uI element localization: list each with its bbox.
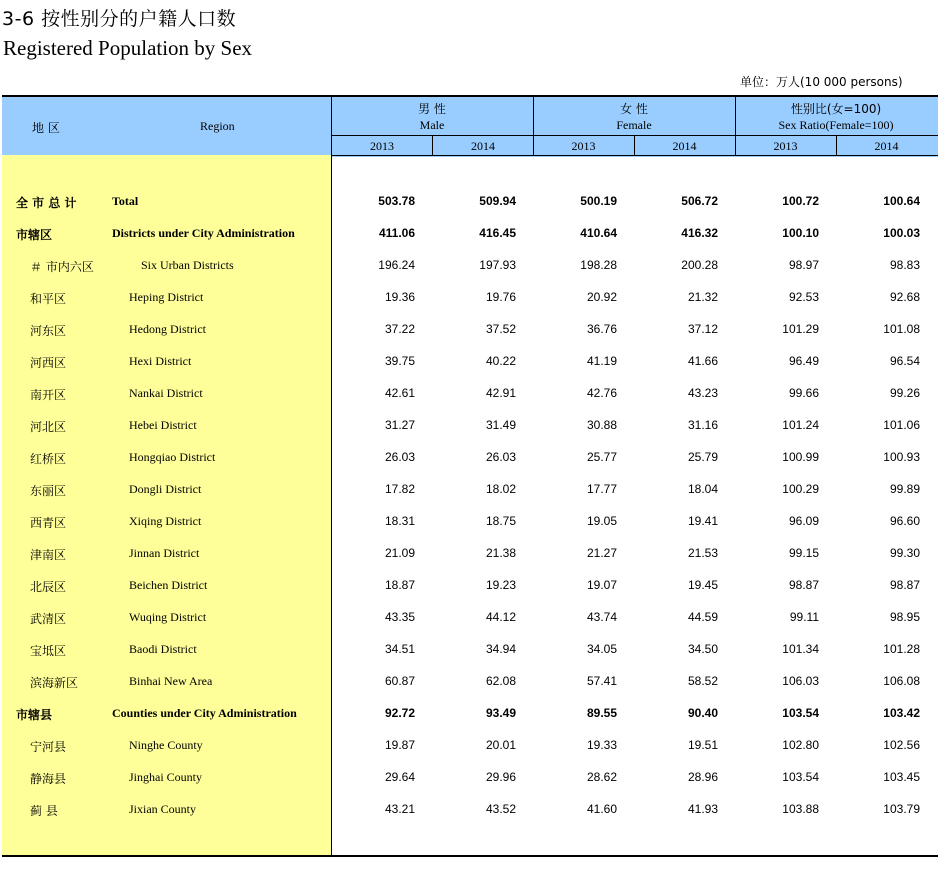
region-name-cn: 全 市 总 计 bbox=[16, 196, 77, 210]
table-row bbox=[2, 538, 938, 570]
value-cell: 503.78 bbox=[378, 194, 415, 208]
value-cell: 34.94 bbox=[485, 642, 516, 656]
value-cell: 28.96 bbox=[687, 770, 718, 784]
value-cell: 101.08 bbox=[883, 322, 920, 336]
value-cell: 18.31 bbox=[384, 514, 415, 528]
value-cell: 100.72 bbox=[782, 194, 819, 208]
value-cell: 99.89 bbox=[889, 482, 920, 496]
value-cell: 18.87 bbox=[384, 578, 415, 592]
value-cell: 37.52 bbox=[485, 322, 516, 336]
header-divider bbox=[332, 135, 938, 136]
value-cell: 99.15 bbox=[788, 546, 819, 560]
value-cell: 29.64 bbox=[384, 770, 415, 784]
value-cell: 19.87 bbox=[384, 738, 415, 752]
region-name-cn: 西青区 bbox=[30, 516, 67, 530]
value-cell: 106.03 bbox=[782, 674, 819, 688]
region-name-cn: 北辰区 bbox=[30, 580, 67, 594]
value-cell: 36.76 bbox=[586, 322, 617, 336]
region-name-cn: 蓟 县 bbox=[30, 804, 58, 818]
value-cell: 19.41 bbox=[687, 514, 718, 528]
region-name-cn: 南开区 bbox=[30, 388, 67, 402]
value-cell: 17.82 bbox=[384, 482, 415, 496]
value-cell: 500.19 bbox=[580, 194, 617, 208]
region-name-en: Baodi District bbox=[129, 642, 197, 656]
value-cell: 43.23 bbox=[687, 386, 718, 400]
table-bottom-rule bbox=[2, 855, 938, 857]
region-name-en: Hexi District bbox=[129, 354, 192, 368]
header-divider bbox=[836, 135, 837, 155]
value-cell: 106.08 bbox=[883, 674, 920, 688]
header-divider bbox=[634, 135, 635, 155]
value-cell: 102.80 bbox=[782, 738, 819, 752]
value-cell: 99.26 bbox=[889, 386, 920, 400]
value-cell: 58.52 bbox=[687, 674, 718, 688]
value-cell: 42.61 bbox=[384, 386, 415, 400]
table-row bbox=[2, 250, 938, 282]
value-cell: 31.49 bbox=[485, 418, 516, 432]
value-cell: 28.62 bbox=[586, 770, 617, 784]
table-row bbox=[2, 186, 938, 218]
header-divider bbox=[533, 97, 534, 155]
value-cell: 40.22 bbox=[485, 354, 516, 368]
value-cell: 98.83 bbox=[889, 258, 920, 272]
table-row bbox=[2, 570, 938, 602]
value-cell: 98.95 bbox=[889, 610, 920, 624]
value-cell: 18.02 bbox=[485, 482, 516, 496]
value-cell: 21.53 bbox=[687, 546, 718, 560]
value-cell: 29.96 bbox=[485, 770, 516, 784]
header-divider bbox=[432, 135, 433, 155]
value-cell: 41.66 bbox=[687, 354, 718, 368]
value-cell: 25.79 bbox=[687, 450, 718, 464]
value-cell: 101.29 bbox=[782, 322, 819, 336]
value-cell: 416.32 bbox=[681, 226, 718, 240]
header-year: 2014 bbox=[874, 139, 899, 153]
value-cell: 506.72 bbox=[681, 194, 718, 208]
header-year: 2014 bbox=[672, 139, 697, 153]
value-cell: 42.91 bbox=[485, 386, 516, 400]
value-cell: 92.68 bbox=[889, 290, 920, 304]
value-cell: 31.27 bbox=[384, 418, 415, 432]
value-cell: 96.09 bbox=[788, 514, 819, 528]
region-name-en: Heping District bbox=[129, 290, 204, 304]
value-cell: 103.42 bbox=[883, 706, 920, 720]
region-name-en: Hongqiao District bbox=[129, 450, 216, 464]
region-name-en: Dongli District bbox=[129, 482, 202, 496]
region-name-cn: 宝坻区 bbox=[30, 644, 67, 658]
value-cell: 21.27 bbox=[586, 546, 617, 560]
table-row bbox=[2, 666, 938, 698]
header-year: 2013 bbox=[571, 139, 596, 153]
table-row bbox=[2, 378, 938, 410]
value-cell: 26.03 bbox=[485, 450, 516, 464]
page-title-cn: 3-6 按性别分的户籍人口数 bbox=[2, 8, 237, 30]
page-title-en: Registered Population by Sex bbox=[3, 36, 253, 60]
table-row bbox=[2, 506, 938, 538]
table-row bbox=[2, 794, 938, 826]
header-ratio-cn: 性别比(女=100) bbox=[790, 102, 882, 116]
table-row bbox=[2, 698, 938, 730]
header-male-en: Male bbox=[419, 118, 445, 132]
region-name-cn: 滨海新区 bbox=[30, 676, 79, 690]
value-cell: 103.54 bbox=[782, 706, 819, 720]
table-row bbox=[2, 442, 938, 474]
value-cell: 30.88 bbox=[586, 418, 617, 432]
value-cell: 103.45 bbox=[883, 770, 920, 784]
region-name-cn: 宁河县 bbox=[30, 740, 67, 754]
header-region-en: Region bbox=[200, 119, 235, 133]
value-cell: 60.87 bbox=[384, 674, 415, 688]
value-cell: 99.30 bbox=[889, 546, 920, 560]
value-cell: 99.66 bbox=[788, 386, 819, 400]
region-name-cn: 津南区 bbox=[30, 548, 67, 562]
value-cell: 197.93 bbox=[479, 258, 516, 272]
value-cell: 19.45 bbox=[687, 578, 718, 592]
header-female-en: Female bbox=[616, 118, 652, 132]
region-name-en: Binhai New Area bbox=[129, 674, 213, 688]
value-cell: 18.75 bbox=[485, 514, 516, 528]
value-cell: 43.35 bbox=[384, 610, 415, 624]
value-cell: 19.07 bbox=[586, 578, 617, 592]
value-cell: 101.28 bbox=[883, 642, 920, 656]
region-name-cn: 东丽区 bbox=[30, 484, 67, 498]
region-name-en: Hedong District bbox=[129, 322, 206, 336]
table-header bbox=[2, 95, 938, 157]
value-cell: 100.93 bbox=[883, 450, 920, 464]
header-ratio-en: Sex Ratio(Female=100) bbox=[778, 118, 894, 132]
header-year: 2013 bbox=[370, 139, 394, 153]
value-cell: 20.01 bbox=[485, 738, 516, 752]
value-cell: 41.60 bbox=[586, 802, 617, 816]
value-cell: 100.29 bbox=[782, 482, 819, 496]
region-name-en: Six Urban Districts bbox=[141, 258, 234, 272]
value-cell: 100.99 bbox=[782, 450, 819, 464]
value-cell: 102.56 bbox=[883, 738, 920, 752]
table-row bbox=[2, 218, 938, 250]
value-cell: 100.03 bbox=[883, 226, 920, 240]
value-cell: 41.93 bbox=[687, 802, 718, 816]
header-region-cn: 地 区 bbox=[32, 121, 60, 135]
value-cell: 43.21 bbox=[384, 802, 415, 816]
region-name-en: Jinghai County bbox=[129, 770, 203, 784]
value-cell: 20.92 bbox=[586, 290, 617, 304]
value-cell: 411.06 bbox=[378, 226, 415, 240]
value-cell: 37.12 bbox=[687, 322, 718, 336]
region-name-en: Xiqing District bbox=[129, 514, 202, 528]
value-cell: 103.79 bbox=[883, 802, 920, 816]
region-name-en: Nankai District bbox=[129, 386, 203, 400]
value-cell: 34.50 bbox=[687, 642, 718, 656]
value-cell: 19.76 bbox=[485, 290, 516, 304]
value-cell: 31.16 bbox=[687, 418, 718, 432]
unit-label: 单位：万人(10 000 persons) bbox=[740, 75, 903, 89]
value-cell: 410.64 bbox=[580, 226, 617, 240]
value-cell: 43.74 bbox=[586, 610, 617, 624]
table-row bbox=[2, 346, 938, 378]
table-row bbox=[2, 314, 938, 346]
region-name-cn: 河东区 bbox=[30, 324, 67, 338]
region-name-cn: 红桥区 bbox=[30, 452, 67, 466]
value-cell: 509.94 bbox=[479, 194, 516, 208]
value-cell: 98.87 bbox=[889, 578, 920, 592]
region-name-cn: 市辖县 bbox=[16, 708, 53, 722]
value-cell: 93.49 bbox=[485, 706, 516, 720]
value-cell: 25.77 bbox=[586, 450, 617, 464]
value-cell: 21.32 bbox=[687, 290, 718, 304]
value-cell: 198.28 bbox=[580, 258, 617, 272]
header-female-cn: 女 性 bbox=[620, 102, 648, 116]
region-name-cn: 和平区 bbox=[30, 292, 67, 306]
value-cell: 101.06 bbox=[883, 418, 920, 432]
region-name-cn: ＃ 市内六区 bbox=[30, 260, 94, 274]
region-name-en: Counties under City Administration bbox=[112, 706, 297, 720]
value-cell: 34.51 bbox=[384, 642, 415, 656]
value-cell: 34.05 bbox=[586, 642, 617, 656]
value-cell: 57.41 bbox=[586, 674, 617, 688]
value-cell: 92.72 bbox=[384, 706, 415, 720]
value-cell: 200.28 bbox=[681, 258, 718, 272]
value-cell: 44.12 bbox=[485, 610, 516, 624]
table-row bbox=[2, 730, 938, 762]
value-cell: 100.64 bbox=[883, 194, 920, 208]
value-cell: 96.60 bbox=[889, 514, 920, 528]
value-cell: 99.11 bbox=[789, 610, 819, 624]
value-cell: 41.19 bbox=[586, 354, 617, 368]
value-cell: 18.04 bbox=[687, 482, 718, 496]
header-year: 2014 bbox=[471, 139, 495, 153]
value-cell: 19.33 bbox=[586, 738, 617, 752]
value-cell: 100.10 bbox=[782, 226, 819, 240]
table-row bbox=[2, 762, 938, 794]
region-name-cn: 河北区 bbox=[30, 420, 67, 434]
value-cell: 96.49 bbox=[788, 354, 819, 368]
table-row bbox=[2, 410, 938, 442]
value-cell: 101.24 bbox=[782, 418, 819, 432]
header-year: 2013 bbox=[773, 139, 798, 153]
region-name-en: Beichen District bbox=[129, 578, 208, 592]
region-name-en: Jinnan District bbox=[129, 546, 200, 560]
value-cell: 103.54 bbox=[782, 770, 819, 784]
value-cell: 98.87 bbox=[788, 578, 819, 592]
table-row bbox=[2, 602, 938, 634]
value-cell: 92.53 bbox=[788, 290, 819, 304]
value-cell: 101.34 bbox=[782, 642, 819, 656]
region-name-en: Ninghe County bbox=[129, 738, 203, 752]
table-row bbox=[2, 282, 938, 314]
region-name-en: Jixian County bbox=[129, 802, 197, 816]
region-name-cn: 市辖区 bbox=[16, 228, 53, 242]
value-cell: 96.54 bbox=[889, 354, 920, 368]
header-divider bbox=[735, 97, 736, 155]
value-cell: 416.45 bbox=[479, 226, 516, 240]
value-cell: 98.97 bbox=[788, 258, 819, 272]
value-cell: 37.22 bbox=[384, 322, 415, 336]
value-cell: 26.03 bbox=[384, 450, 415, 464]
value-cell: 62.08 bbox=[485, 674, 516, 688]
value-cell: 89.55 bbox=[586, 706, 617, 720]
value-cell: 43.52 bbox=[485, 802, 516, 816]
region-name-cn: 河西区 bbox=[30, 356, 67, 370]
table-row bbox=[2, 474, 938, 506]
table-row bbox=[2, 634, 938, 666]
region-name-cn: 静海县 bbox=[30, 772, 67, 786]
region-name-en: Total bbox=[112, 194, 139, 208]
value-cell: 19.36 bbox=[384, 290, 415, 304]
region-name-cn: 武清区 bbox=[30, 612, 67, 626]
region-name-en: Hebei District bbox=[129, 418, 197, 432]
value-cell: 19.51 bbox=[687, 738, 718, 752]
value-cell: 21.38 bbox=[485, 546, 516, 560]
value-cell: 90.40 bbox=[687, 706, 718, 720]
value-cell: 196.24 bbox=[378, 258, 415, 272]
value-cell: 39.75 bbox=[384, 354, 415, 368]
region-name-en: Wuqing District bbox=[129, 610, 207, 624]
value-cell: 19.23 bbox=[485, 578, 516, 592]
region-name-en: Districts under City Administration bbox=[112, 226, 295, 240]
value-cell: 103.88 bbox=[782, 802, 819, 816]
value-cell: 21.09 bbox=[384, 546, 415, 560]
value-cell: 19.05 bbox=[586, 514, 617, 528]
value-cell: 44.59 bbox=[687, 610, 718, 624]
header-male-cn: 男 性 bbox=[418, 102, 446, 116]
value-cell: 42.76 bbox=[586, 386, 617, 400]
value-cell: 17.77 bbox=[586, 482, 617, 496]
